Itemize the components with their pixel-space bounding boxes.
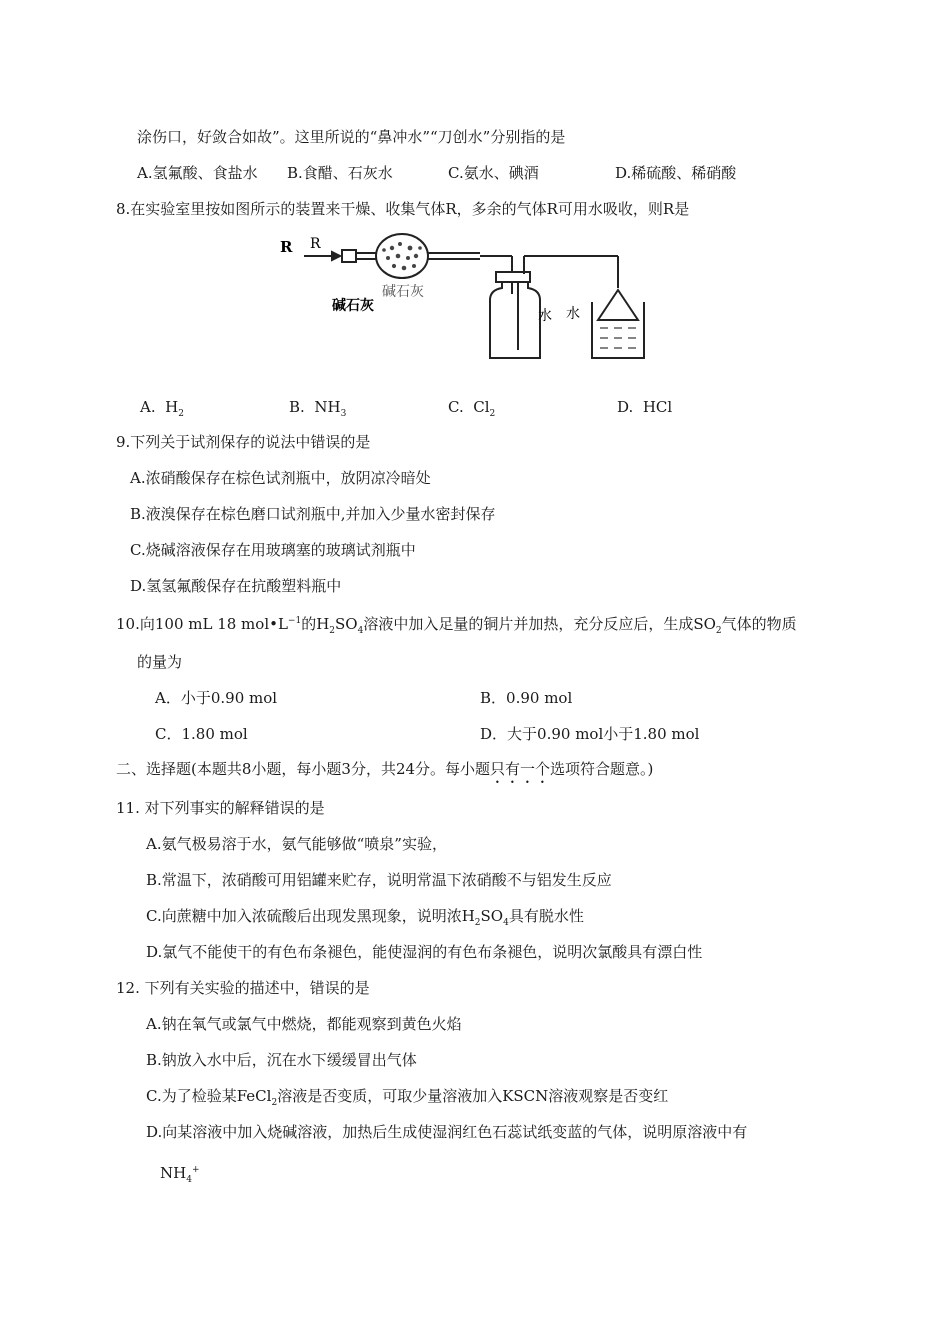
label-soda-lime: 碱石灰 [332, 298, 374, 314]
inverted-funnel [598, 290, 638, 320]
q7-option-d: D.稀硫酸、稀硝酸 [615, 164, 737, 182]
q11-option-c-sub: 2 [474, 918, 481, 928]
q10-stem-part-c: SO [335, 615, 358, 633]
drying-tube-bulb [376, 234, 428, 278]
label-water-bottle: 水 [538, 308, 552, 324]
q8-option-d-letter: D. [617, 398, 634, 416]
q8-option-a-sub: 2 [178, 409, 184, 419]
q9-option-d: D.氢氢氟酸保存在抗酸塑料瓶中 [130, 577, 342, 595]
q11-option-c-so: SO [480, 907, 504, 925]
q8-option-a [140, 397, 184, 424]
q12-ion-sup: + [191, 1165, 200, 1175]
q7-option-a: A.氢氟酸、食盐水 [137, 164, 258, 182]
q12-option-b: B.钠放入水中后，沉在水下缓缓冒出气体 [146, 1051, 417, 1069]
collection-bottle [490, 282, 540, 358]
q12-option-c-sub: 2 [271, 1098, 278, 1108]
q10-stem-sub2: 4 [357, 626, 364, 636]
q11-option-c-text: C.向蔗糖中加入浓硫酸后出现发黑现象，说明浓H [146, 907, 475, 925]
q8-option-a-formula: H [165, 398, 179, 416]
q11-option-c [146, 906, 584, 933]
q10-stem-sub3: 2 [715, 626, 722, 636]
q10-option-c: C．1.80 mol [155, 725, 248, 743]
q12-option-c [146, 1086, 668, 1113]
q10-stem-part-b: 的H [301, 615, 330, 633]
q10-option-b: B．0.90 mol [480, 689, 573, 707]
q10-stem-part-a: 10.向100 mL 18 mol•L [116, 615, 288, 633]
q11-option-b: B.常温下，浓硝酸可用铝罐来贮存，说明常温下浓硝酸不与铝发生反应 [146, 871, 612, 889]
q12-option-c-part-b: 溶液是否变质，可取少量溶液加入KSCN溶液观察是否变红 [277, 1087, 669, 1105]
q10-stem-part-d: 溶液中加入足量的铜片并加热，充分反应后，生成SO [363, 615, 716, 633]
q9-option-a: A.浓硝酸保存在棕色试剂瓶中，放阴凉冷暗处 [130, 469, 431, 487]
q9-stem: 9.下列关于试剂保存的说法中错误的是 [116, 433, 371, 451]
q10-option-d: D．大于0.90 mol小于1.80 mol [480, 725, 700, 743]
beaker-water [600, 328, 636, 348]
q12-ion-formula: NH [160, 1164, 187, 1182]
label-r-outer: R [280, 238, 293, 256]
beaker [592, 302, 644, 358]
q7-stem-tail: 涂伤口，好敛合如故”。这里所说的“鼻冲水”“刀创水”分别指的是 [137, 128, 566, 146]
q8-option-b-letter: B. [289, 398, 305, 416]
q11-option-d: D.氯气不能使干的有色布条褪色，能使湿润的有色布条褪色，说明次氯酸具有漂白性 [146, 943, 703, 961]
q9-option-b: B.液溴保存在棕色磨口试剂瓶中,并加入少量水密封保存 [130, 505, 496, 523]
q12-option-d-ion [160, 1160, 200, 1190]
q12-ion-sub: 4 [186, 1175, 192, 1185]
q8-option-c-sub: 2 [489, 409, 496, 419]
q8-option-d-formula: HCl [642, 398, 673, 416]
q8-stem: 8.在实验室里按如图所示的装置来干燥、收集气体R，多余的气体R可用水吸收，则R是 [116, 200, 690, 218]
section2-heading-part-a: 二、选择题(本题共8小题，每小题3分，共24分。每小题 [116, 760, 491, 778]
label-soda-lime-ghost: 碱石灰 [382, 284, 424, 300]
q8-option-b-formula: NH [314, 398, 341, 416]
label-r-inner: R [310, 236, 321, 252]
q8-option-c [448, 397, 495, 424]
q12-option-d: D.向某溶液中加入烧碱溶液，加热后生成使湿润红色石蕊试纸变蓝的气体，说明原溶液中有 [146, 1123, 748, 1141]
q12-option-c-part-a: C.为了检验某FeCl [146, 1087, 272, 1105]
label-water-beaker: 水 [566, 306, 580, 322]
q12-option-a: A.钠在氧气或氯气中燃烧，都能观察到黄色火焰 [146, 1015, 462, 1033]
section2-heading [116, 759, 653, 787]
inlet-stopper [342, 250, 356, 262]
q7-option-b: B.食醋、石灰水 [287, 164, 393, 182]
q10-option-a: A．小于0.90 mol [155, 689, 278, 707]
q12-stem: 12. 下列有关实验的描述中，错误的是 [116, 979, 370, 997]
q8-option-b-sub: 3 [340, 409, 347, 419]
q8-option-c-letter: C. [448, 398, 464, 416]
q10-stem [116, 611, 797, 641]
q11-option-c-tail: 具有脱水性 [508, 907, 584, 925]
q9-option-c: C.烧碱溶液保存在用玻璃塞的玻璃试剂瓶中 [130, 541, 416, 559]
q8-option-d [617, 397, 672, 417]
arrow-head [332, 252, 340, 260]
q8-option-a-letter: A. [140, 398, 156, 416]
q11-option-a: A.氨气极易溶于水，氨气能够做“喷泉”实验， [146, 835, 447, 853]
q8-option-b [289, 397, 346, 424]
q10-stem-sup: −1 [287, 616, 302, 626]
q10-stem-sub1: 2 [329, 626, 336, 636]
q8-apparatus-figure [270, 228, 650, 368]
q10-stem-line2: 的量为 [137, 653, 183, 671]
q7-option-c: C.氨水、碘酒 [448, 164, 539, 182]
section2-heading-part-b: 选项符合题意。) [550, 760, 654, 778]
soda-lime-granules [382, 242, 422, 270]
q11-option-c-sub2: 4 [503, 918, 509, 928]
section2-heading-emphasis: 只有一个 [490, 760, 551, 778]
q11-stem: 11. 对下列事实的解释错误的是 [116, 799, 325, 817]
q10-stem-part-e: 气体的物质 [721, 615, 797, 633]
q8-option-c-formula: Cl [473, 398, 490, 416]
